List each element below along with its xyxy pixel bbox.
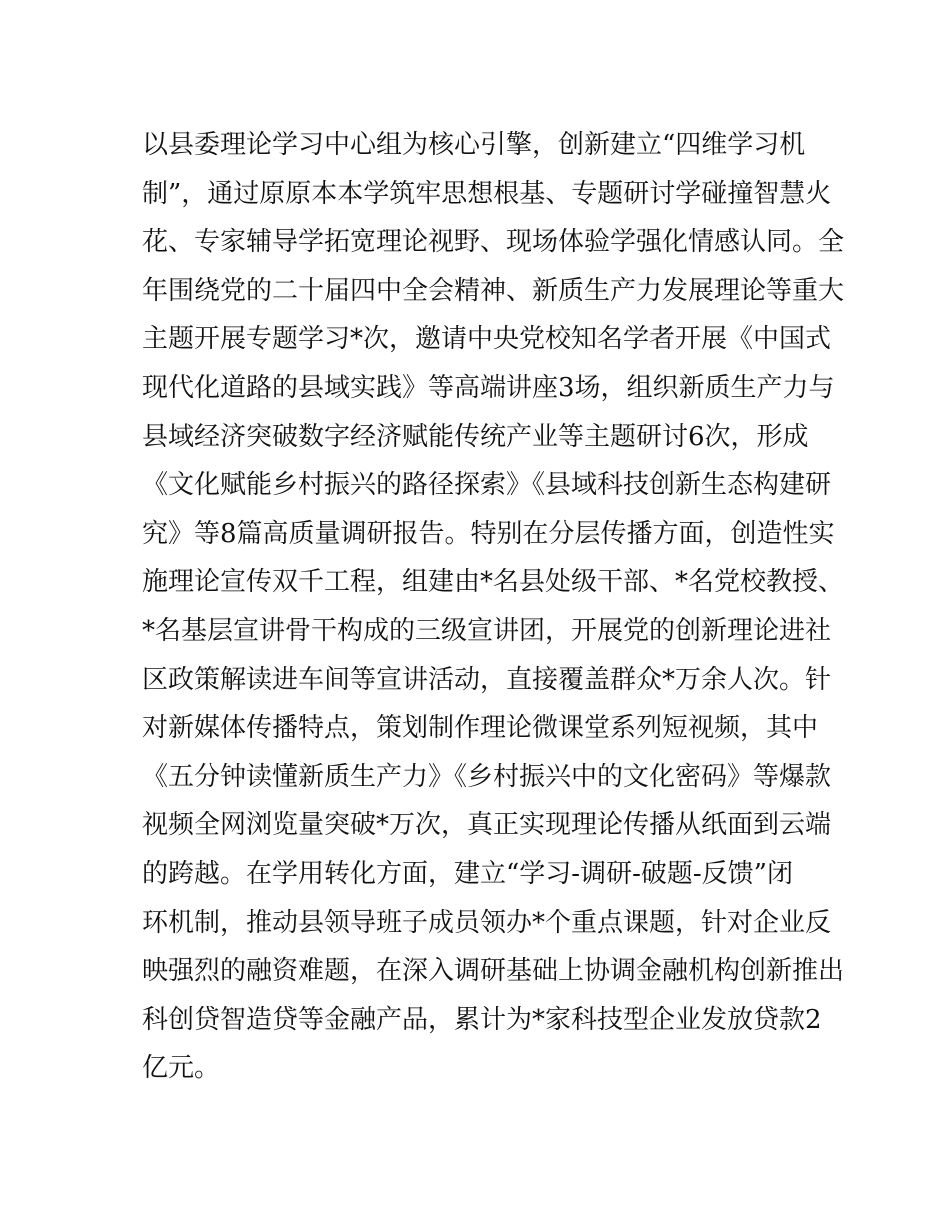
text-line: *名基层宣讲骨干构成的三级宣讲团，开展党的创新理论进社 xyxy=(142,615,832,646)
text-line: 《文化赋能乡村振兴的路径探索》《县域科技创新生态构建研 xyxy=(142,470,832,501)
text-line: 《五分钟读懂新质生产力》《乡村振兴中的文化密码》等爆款 xyxy=(142,761,832,792)
text-line: 亿元。 xyxy=(142,1053,221,1084)
text-line: 县域经济突破数字经济赋能传统产业等主题研讨6次，形成 xyxy=(142,421,809,452)
text-line: 主题开展专题学习*次，邀请中央党校知名学者开展《中国式 xyxy=(142,324,832,355)
text-line: 花、专家辅导学拓宽理论视野、现场体验学强化情感认同。全 xyxy=(142,227,845,258)
text-line: 施理论宣传双千工程，组建由*名县处级干部、*名党校教授、 xyxy=(142,567,845,598)
text-line: 区政策解读进车间等宣讲活动，直接覆盖群众*万余人次。针 xyxy=(142,664,832,695)
text-line: 映强烈的融资难题，在深入调研基础上协调金融机构创新推出 xyxy=(142,956,845,987)
text-line: 环机制，推动县领导班子成员领办*个重点课题，针对企业反 xyxy=(142,907,832,938)
text-line: 年围绕党的二十届四中全会精神、新质生产力发展理论等重大 xyxy=(142,275,845,306)
text-line: 科创贷智造贷等金融产品，累计为*家科技型企业发放贷款2 xyxy=(142,1004,822,1035)
text-line: 以县委理论学习中心组为核心引擎，创新建立“四维学习机 xyxy=(142,130,806,160)
text-line: 制”，通过原原本本学筑牢思想根基、专题研讨学碰撞智慧火 xyxy=(142,178,832,209)
body-paragraph xyxy=(142,121,845,1093)
text-line: 究》等8篇高质量调研报告。特别在分层传播方面，创造性实 xyxy=(142,518,835,549)
text-line: 视频全网浏览量突破*万次，真正实现理论传播从纸面到云端 xyxy=(142,810,832,841)
text-line: 现代化道路的县域实践》等高端讲座3场，组织新质生产力与 xyxy=(142,372,835,403)
text-line: 的跨越。在学用转化方面，建立“学习-调研-破题-反馈”闭 xyxy=(142,858,793,889)
text-line: 对新媒体传播特点，策划制作理论微课堂系列短视频，其中 xyxy=(142,713,819,744)
